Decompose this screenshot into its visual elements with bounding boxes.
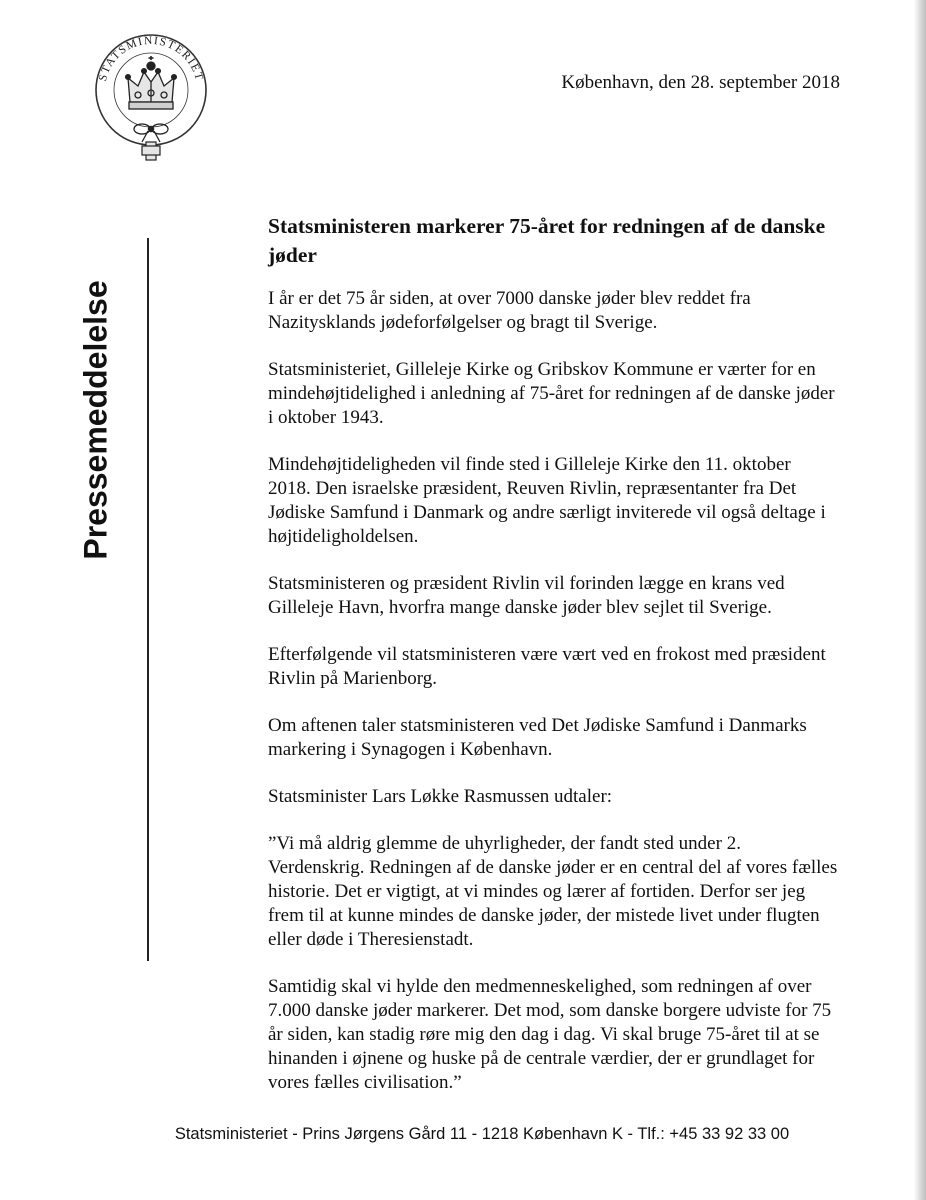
quote-paragraph: ”Vi må aldrig glemme de uhyrligheder, der fandt sted under 2. Verdenskrig. Redningen af de danske jøder er en central del af vores fælles historie. Det er vigtigt, at vi mindes og lærer af fortiden. Derfor ser jeg frem til at kunne mindes de danske jøder, der mistede livet under flugten eller døde i Theresienstadt. bbox=[268, 833, 838, 950]
paragraph: Om aftenen taler statsministeren ved Det Jødiske Samfund i Danmarks markering i Synagogen i København. bbox=[268, 715, 807, 760]
paragraph: I år er det 75 år siden, at over 7000 danske jøder blev reddet fra Nazitysklands jødeforfølgelser og bragt til Sverige. bbox=[268, 288, 751, 333]
seal-text: STATSMINISTERIET bbox=[96, 34, 206, 83]
paragraph: Statsminister Lars Løkke Rasmussen udtaler: bbox=[268, 786, 613, 807]
paragraph: Statsministeriet, Gilleleje Kirke og Gribskov Kommune er værter for en mindehøjtidelighed i anledning af 75-året for redningen af de danske jøder i oktober 1943. bbox=[268, 359, 835, 428]
dateline: København, den 28. september 2018 bbox=[561, 72, 840, 93]
paragraph: Efterfølgende vil statsministeren være vært ved en frokost med præsident Rivlin på Marienborg. bbox=[268, 644, 826, 689]
press-release-body bbox=[268, 212, 838, 1118]
crown-seal-icon bbox=[88, 26, 214, 164]
paragraph: Statsministeren og præsident Rivlin vil forinden lægge en krans ved Gilleleje Havn, hvorfra mange danske jøder blev sejlet til Sverige. bbox=[268, 573, 785, 618]
headline: Statsministeren markerer 75-året for redningen af de danske jøder bbox=[268, 214, 826, 267]
side-title-text: Pressemeddelelse bbox=[77, 280, 114, 560]
side-divider bbox=[147, 238, 149, 961]
page-edge-shadow bbox=[914, 0, 926, 1200]
footer-contact: Statsministeriet - Prins Jørgens Gård 11 - 1218 København K - Tlf.: +45 33 92 33 00 bbox=[174, 1125, 790, 1143]
quote-paragraph: Samtidig skal vi hylde den medmenneskelighed, som redningen af over 7.000 danske jøder markerer. Det mod, som danske borgere udviste for 75 år siden, kan stadig røre mig den dag i dag. Vi skal bruge 75-året til at se hinanden i øjnene og huske på de centrale værdier, der er grundlaget for vores fælles civilisation.” bbox=[268, 976, 832, 1093]
paragraph: Mindehøjtideligheden vil finde sted i Gilleleje Kirke den 11. oktober 2018. Den israelske præsident, Reuven Rivlin, repræsentanter fra Det Jødiske Samfund i Danmark og andre særligt inviterede vil også deltage i højtideligholdelsen. bbox=[268, 454, 826, 547]
